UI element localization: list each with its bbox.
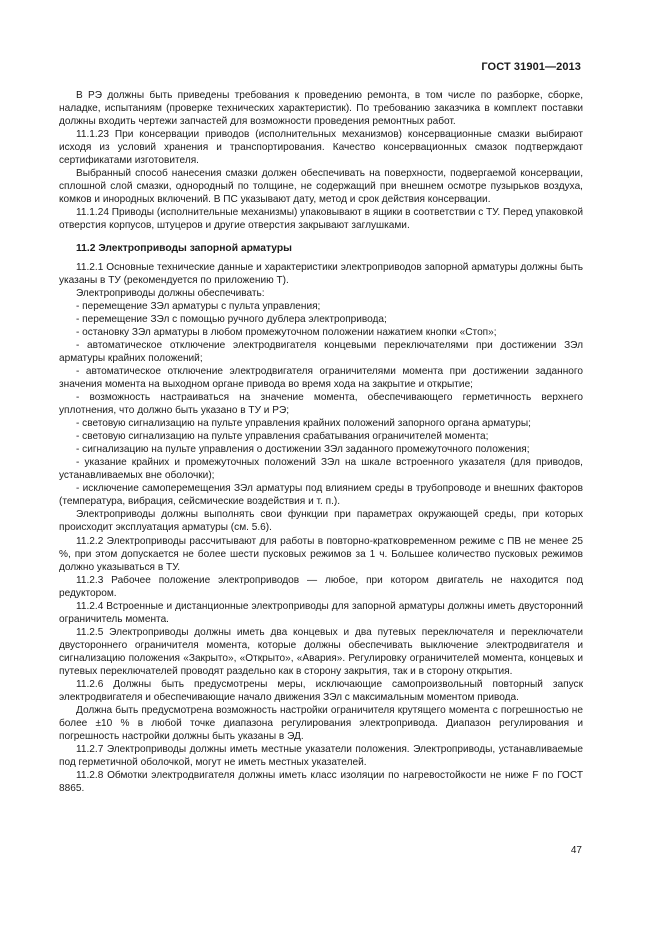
document-body [59, 89, 583, 795]
list-item: - автоматическое отключение электродвигателя концевыми переключателями при достижении ЗЭл арматуры крайних положений; [59, 339, 583, 364]
paragraph: Выбранный способ нанесения смазки должен обеспечивать на поверхности, подвергаемой консервации, сплошной слой смазки, однородный по толщине, не содержащий при внешнем осмотре пузырьков воздуха, комков и инородных включений. В ПС указывают дату, метод и срок действия консервации. [59, 168, 583, 206]
page-number: 47 [570, 845, 582, 856]
paragraph: 11.2.8 Обмотки электродвигателя должны иметь класс изоляции по нагревостойкости не ниже F по ГОСТ 8865. [59, 770, 583, 795]
list-item: - перемещение ЗЭл с помощью ручного дублера электропривода; [76, 313, 387, 325]
paragraph: В РЭ должны быть приведены требования к проведению ремонта, в том числе по разборке, сборке, наладке, испытаниям (проверке технических характеристик). По требованию заказчика в комплект поставки должны входить чертежи запчастей для возможности проведения ремонтных работ. [59, 90, 583, 128]
list-item: - возможность настраиваться на значение момента, обеспечивающего герметичность верхнего уплотнения, что должно быть указано в ТУ и РЭ; [59, 391, 583, 417]
paragraph: 11.2.1 Основные технические данные и характеристики электроприводов запорной арматуры должны быть указаны в ТУ (рекомендуется по приложению Т). [59, 261, 583, 286]
list-item: - исключение самоперемещения ЗЭл арматуры под влиянием среды в трубопроводе и внешних факторов (температура, вибрация, сейсмические воздействия и т. п.). [59, 483, 583, 508]
paragraph: Электроприводы должны обеспечивать: [76, 287, 265, 299]
list-item: - сигнализацию на пульте управления о достижении ЗЭл заданного промежуточного положения; [76, 444, 530, 456]
section-heading: 11.2 Электроприводы запорной арматуры [76, 242, 292, 254]
paragraph: 11.2.7 Электроприводы должны иметь местные указатели положения. Электроприводы, устанавливаемые под герметичной оболочкой, могут не иметь местных указателей. [59, 744, 583, 769]
list-item: - перемещение ЗЭл арматуры с пульта управления; [76, 300, 321, 312]
paragraph: 11.2.2 Электроприводы рассчитывают для работы в повторно-кратковременном режиме с ПВ не менее 25 %, при этом допускается не более шести пусковых режимов за 1 ч. Большее количество пусковых режимов должно указываться в ТУ. [59, 535, 583, 573]
list-item: - указание крайних и промежуточных положений ЗЭл на шкале встроенного указателя (для приводов, устанавливаемых вне оболочки); [59, 457, 583, 482]
document-number: ГОСТ 31901—2013 [481, 61, 581, 73]
list-item: - остановку ЗЭл арматуры в любом промежуточном положении нажатием кнопки «Стоп»; [76, 326, 497, 338]
paragraph: 11.2.6 Должны быть предусмотрены меры, исключающие самопроизвольный повторный запуск электродвигателя и обеспечивающие начало движения ЗЭл с максимальным моментом привода. [59, 679, 583, 704]
list-item: - световую сигнализацию на пульте управления срабатывания ограничителей момента; [76, 431, 489, 443]
paragraph: Должна быть предусмотрена возможность настройки ограничителя крутящего момента с погрешностью не более ±10 % в любой точке диапазона регулирования электропривода. Диапазон регулирования и погрешность настройки должны быть указаны в ЭД. [59, 705, 583, 743]
paragraph: 11.2.5 Электроприводы должны иметь два концевых и два путевых переключателя и переключатели двустороннего ограничителя момента, которые должны обеспечивать выключение электродвигателя и сигнализацию положения «Закрыто», «Открыто», «Авария». Регулировку ограничителей момента, концевых и путевых переключателей проводят раздельно как в сторону закрытия, так и в сторону открытия. [59, 626, 583, 677]
paragraph: 11.2.3 Рабочее положение электроприводов — любое, при котором двигатель не находится под редуктором. [59, 574, 583, 599]
list-item: - световую сигнализацию на пульте управления крайних положений запорного органа арматуры; [76, 418, 531, 430]
paragraph: 11.1.24 Приводы (исполнительные механизмы) упаковывают в ящики в соответствии с ТУ. Перед упаковкой отверстия корпусов, штуцеров и другие отверстия закрывают заглушками. [59, 207, 583, 232]
list-item: - автоматическое отключение электродвигателя ограничителями момента при достижении заданного значения момента на выходном органе привода во время хода на закрытие и открытие; [59, 365, 583, 390]
paragraph: Электроприводы должны выполнять свои функции при параметрах окружающей среды, при которых происходит эксплуатация арматуры (см. 5.6). [59, 509, 583, 534]
paragraph: 11.2.4 Встроенные и дистанционные электроприводы для запорной арматуры должны иметь двусторонний ограничитель момента. [59, 600, 583, 625]
paragraph: 11.1.23 При консервации приводов (исполнительных механизмов) консервационные смазки выбирают исходя из условий хранения и транспортирования. Качество консервационных смазок подтверждают сертификатами изготовителя. [59, 129, 583, 167]
